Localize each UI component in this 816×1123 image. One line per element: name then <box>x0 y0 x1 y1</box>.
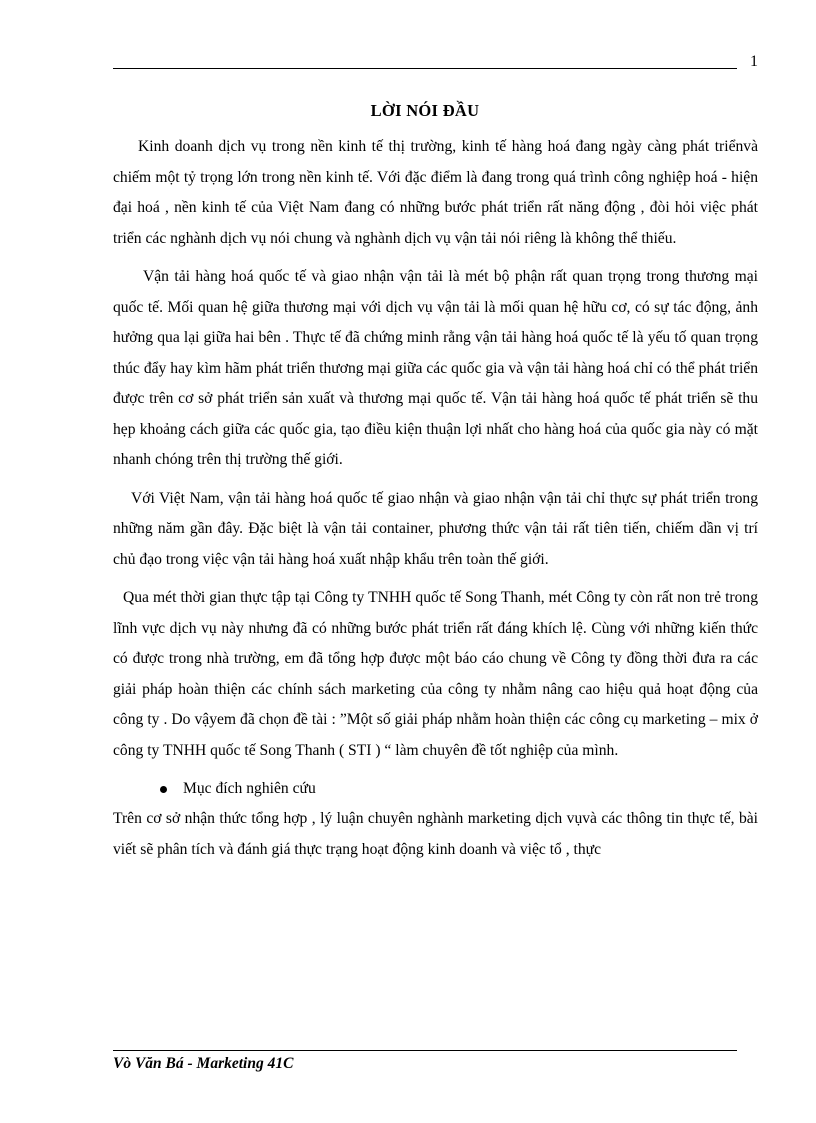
bullet-icon <box>160 786 167 793</box>
document-body <box>113 132 758 873</box>
bullet-item <box>113 774 758 804</box>
page-number: 1 <box>750 53 758 70</box>
paragraph-1: Kinh doanh dịch vụ trong nền kinh tế thị trường, kinh tế hàng hoá đang ngày càng phát triểnvà chiếm một tỷ trọng lớn trong nền kinh tế. Với đặc điểm là đang trong quá trình công nghiệp hoá - hiện đại hoá , nền kinh tế của Việt Nam đang có những bước phát triển rất năng động , đòi hỏi việc phát triển các nghành dịch vụ nói chung và nghành dịch vụ vận tải nói riêng là không thể thiếu. <box>113 138 758 247</box>
bullet-item-label: Mục đích nghiên cứu <box>183 779 316 797</box>
header-rule <box>113 68 737 69</box>
footer-rule <box>113 1050 737 1051</box>
paragraph-2: Vận tải hàng hoá quốc tế và giao nhận vận tải là mét bộ phận rất quan trọng trong thương mại quốc tế. Mối quan hệ giữa thương mại với dịch vụ vận tải là mối quan hệ hữu cơ, có sự tác động, ảnh hưởng qua lại giữa hai bên . Thực tế đã chứng minh rằng vận tải hàng hoá quốc tế là yếu tố quan trọng thúc đẩy hay kìm hãm phát triển thương mại giữa các quốc gia và vận tải hàng hoá chỉ có thể phát triển được trên cơ sở phát triển sản xuất và thương mại quốc tế. Vận tải hàng hoá quốc tế phát triển sẽ thu hẹp khoảng cách giữa các quốc gia, tạo điều kiện thuận lợi nhất cho hàng hoá của quốc gia này có mặt nhanh chóng trên thị trường thế giới. <box>113 268 758 468</box>
page-title: LỜI NÓI ĐẦU <box>370 101 480 120</box>
paragraph-4: Qua mét thời gian thực tập tại Công ty TNHH quốc tế Song Thanh, mét Công ty còn rất non trẻ trong lĩnh vực dịch vụ này nhưng đã có những bước phát triển rất đáng khích lệ. Cùng với những kiến thức có được trong nhà trường, em đã tổng hợp được một báo cáo chung về Công ty đồng thời đưa ra các giải pháp hoàn thiện các chính sách marketing của công ty nhằm nâng cao hiệu quả hoạt động của công ty . Do vậyem đã chọn đề tài : ”Một số giải pháp nhằm hoàn thiện các công cụ marketing – mix ở công ty TNHH quốc tế Song Thanh ( STI ) “ làm chuyên đề tốt nghiệp của mình. <box>113 589 758 759</box>
footer-author: Vò Văn Bá - Marketing 41C <box>113 1055 294 1072</box>
paragraph-5: Trên cơ sở nhận thức tổng hợp , lý luận chuyên nghành marketing dịch vụvà các thông tin thực tế, bài viết sẽ phân tích và đánh giá thực trạng hoạt động kinh doanh và việc tổ , thực <box>113 810 758 858</box>
paragraph-3: Với Việt Nam, vận tải hàng hoá quốc tế giao nhận và giao nhận vận tải chỉ thực sự phát triển trong những năm gần đây. Đặc biệt là vận tải container, phương thức vận tải rất tiên tiến, chiếm dần vị trí chủ đạo trong việc vận tải hàng hoá xuất nhập khẩu trên toàn thế giới. <box>113 489 758 568</box>
